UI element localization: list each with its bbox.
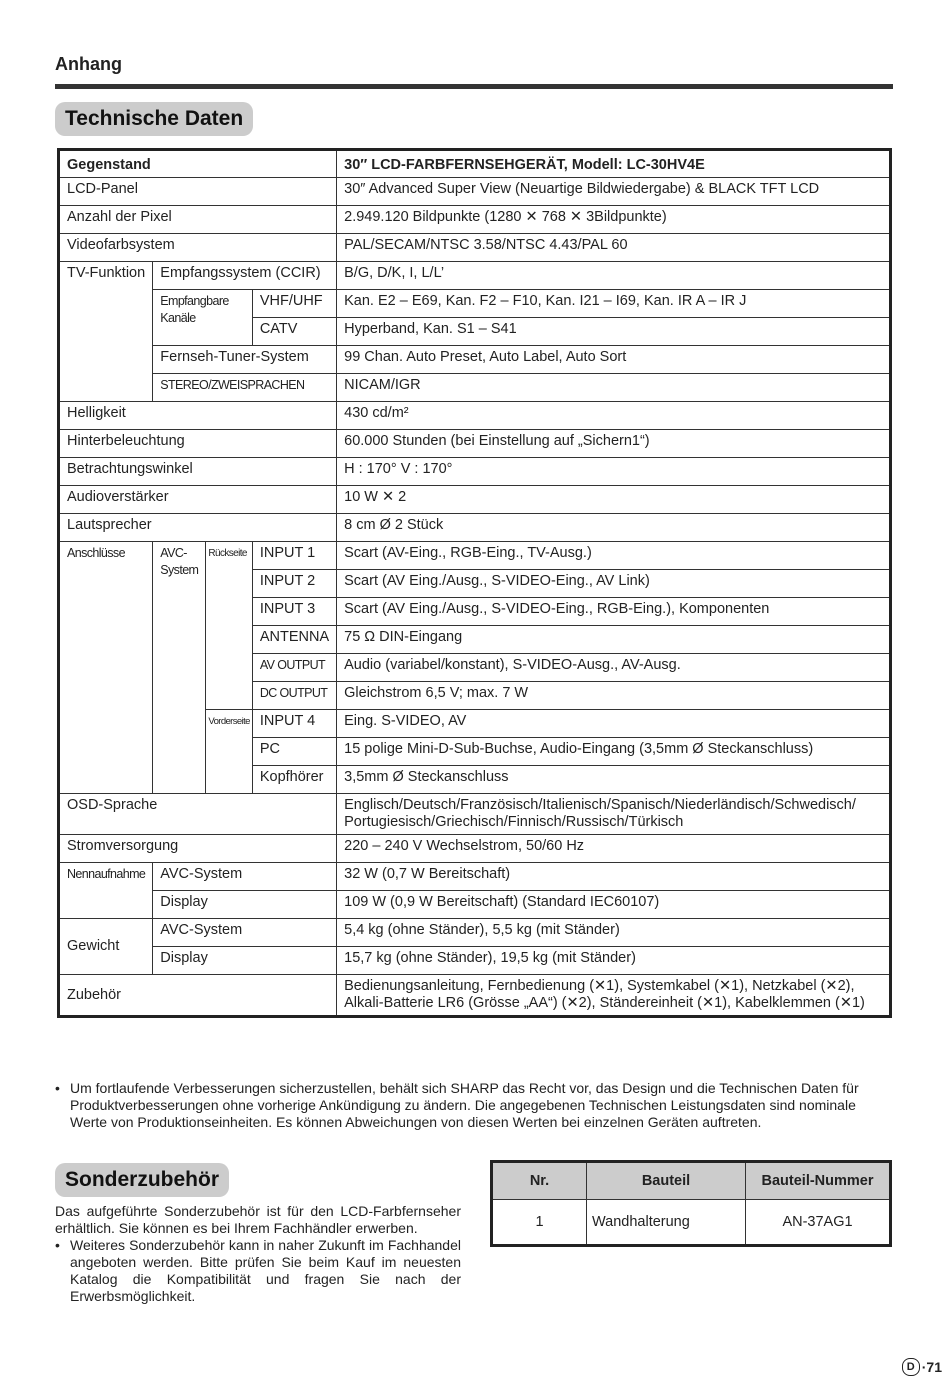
table-cell: INPUT 2 (252, 570, 336, 598)
table-row (59, 975, 891, 1017)
table-cell: NICAM/IGR (337, 374, 891, 402)
table-row (59, 947, 891, 975)
section-label: Anhang (55, 54, 122, 74)
table-cell: Kan. E2 – E69, Kan. F2 – F10, Kan. I21 – I69, Kan. IR A – IR J (337, 290, 891, 318)
table-cell: Display (153, 891, 337, 919)
table-header-row (492, 1162, 891, 1200)
language-badge: D (902, 1358, 920, 1376)
table-cell: PAL/SECAM/NTSC 3.58/NTSC 4.43/PAL 60 (337, 234, 891, 262)
table-cell: 8 cm Ø 2 Stück (337, 514, 891, 542)
table-cell: Bedienungsanleitung, Fernbedienung (✕1), Systemkabel (✕1), Netzkabel (✕2), Alkali-Batterie LR6 (Grösse „AA“) (✕2), Ständereinheit (✕1), Kabelklemmen (✕1) (337, 975, 891, 1017)
table-cell: 15 polige Mini-D-Sub-Buchse, Audio-Eingang (3,5mm Ø Steckanschluss) (337, 738, 891, 766)
table-cell: Englisch/Deutsch/Französisch/Italienisch/Spanisch/Niederländisch/Schwedisch/ Portugiesisch/Griechisch/Finnisch/Russisch/Türkisch (337, 794, 891, 835)
table-row (492, 1200, 891, 1246)
accessories-title: Sonderzubehör (55, 1163, 229, 1197)
table-cell: Lautsprecher (59, 514, 337, 542)
table-row (59, 178, 891, 206)
table-cell: Display (153, 947, 337, 975)
table-cell: AVC-System (153, 919, 337, 947)
column-header: Nr. (492, 1162, 587, 1200)
table-cell: Gewicht (59, 919, 153, 975)
table-cell: INPUT 1 (252, 542, 336, 570)
table-cell: Gleichstrom 6,5 V; max. 7 W (337, 682, 891, 710)
column-header: Bauteil (587, 1162, 746, 1200)
accessories-paragraph: Das aufgeführte Sonderzubehör ist für den LCD-Farbfernseher erhältlich. Sie können es bei Ihrem Fachhändler erwerben. (55, 1203, 461, 1236)
accessories-description (55, 1203, 461, 1305)
table-cell: INPUT 4 (252, 710, 336, 738)
table-row (59, 234, 891, 262)
table-cell: AN-37AG1 (746, 1200, 891, 1246)
table-row (59, 891, 891, 919)
table-cell: INPUT 3 (252, 598, 336, 626)
table-cell: 32 W (0,7 W Bereitschaft) (337, 863, 891, 891)
table-cell: Stromversorgung (59, 835, 337, 863)
table-cell: Audioverstärker (59, 486, 337, 514)
table-cell: AVC-System (153, 863, 337, 891)
table-header-row (59, 150, 891, 178)
table-row (59, 542, 891, 570)
table-cell: Betrachtungswinkel (59, 458, 337, 486)
accessories-bullet: Weiteres Sonderzubehör kann in naher Zukunft im Fachhandel angeboten werden. Bitte prüfen Sie beim Kauf im neuesten Katalog die Kompatibilität und fragen Sie nach der Erwerbsmöglichkeit. (70, 1237, 461, 1304)
header-rule (55, 84, 893, 89)
page-number-value: 71 (926, 1359, 942, 1375)
table-cell: 1 (492, 1200, 587, 1246)
table-cell: Scart (AV Eing./Ausg., S-VIDEO-Eing., AV Link) (337, 570, 891, 598)
table-cell: Empfangbare Kanäle (153, 290, 253, 346)
table-cell: AV OUTPUT (252, 654, 336, 682)
table-cell: 30″ LCD-FARBFERNSEHGERÄT, Modell: LC-30HV4E (337, 150, 891, 178)
spec-table (57, 148, 892, 1018)
parts-table (490, 1160, 892, 1247)
table-cell: 220 – 240 V Wechselstrom, 50/60 Hz (337, 835, 891, 863)
table-cell: Zubehör (59, 975, 337, 1017)
table-row (59, 346, 891, 374)
table-row (59, 919, 891, 947)
table-row (59, 863, 891, 891)
table-cell: 60.000 Stunden (bei Einstellung auf „Sichern1“) (337, 430, 891, 458)
table-cell: Gegenstand (59, 150, 337, 178)
table-cell: LCD-Panel (59, 178, 337, 206)
table-cell: STEREO/ZWEISPRACHEN (153, 374, 337, 402)
table-cell: PC (252, 738, 336, 766)
table-cell: Audio (variabel/konstant), S-VIDEO-Ausg., AV-Ausg. (337, 654, 891, 682)
table-cell: Wandhalterung (587, 1200, 746, 1246)
table-cell: OSD-Sprache (59, 794, 337, 835)
table-cell: B/G, D/K, I, L/L’ (337, 262, 891, 290)
table-cell: 5,4 kg (ohne Ständer), 5,5 kg (mit Ständer) (337, 919, 891, 947)
table-cell: H : 170° V : 170° (337, 458, 891, 486)
note-text: Um fortlaufende Verbesserungen sicherzustellen, behält sich SHARP das Recht vor, das Design und die Technischen Daten für Produktverbesserungen ohne vorherige Ankündigung zu ändern. Die angegebenen Technischen Leistungsdaten sind nominale Werte von Produktionseinheiten. Es können Abweichungen von diesen Werten bei einzelnen Geräten auftreten. (70, 1080, 859, 1130)
table-cell: Rückseite (206, 542, 252, 710)
table-cell: 2.949.120 Bildpunkte (1280 ✕ 768 ✕ 3Bildpunkte) (337, 206, 891, 234)
table-cell: Eing. S-VIDEO, AV (337, 710, 891, 738)
table-cell: CATV (252, 318, 336, 346)
table-cell: 30″ Advanced Super View (Neuartige Bildwiedergabe) & BLACK TFT LCD (337, 178, 891, 206)
table-cell: TV-Funktion (59, 262, 153, 402)
table-cell: Empfangssystem (CCIR) (153, 262, 337, 290)
table-cell: 3,5mm Ø Steckanschluss (337, 766, 891, 794)
table-cell: 430 cd/m² (337, 402, 891, 430)
table-cell: Kopfhörer (252, 766, 336, 794)
bullet-icon: • (55, 1237, 60, 1253)
table-cell: Hinterbeleuchtung (59, 430, 337, 458)
table-row (59, 206, 891, 234)
table-cell: VHF/UHF (252, 290, 336, 318)
table-cell: Fernseh-Tuner-System (153, 346, 337, 374)
column-header: Bauteil-Nummer (746, 1162, 891, 1200)
table-cell: AVC-System (153, 542, 206, 794)
table-row (59, 430, 891, 458)
table-cell: Helligkeit (59, 402, 337, 430)
table-row (59, 374, 891, 402)
table-row (59, 514, 891, 542)
table-row (59, 794, 891, 835)
table-row (59, 290, 891, 318)
table-cell: Nennaufnahme (59, 863, 153, 919)
table-row (59, 402, 891, 430)
page-title: Technische Daten (55, 102, 253, 136)
page-number (902, 1358, 942, 1376)
table-cell: Vorderseite (206, 710, 252, 794)
table-cell: Hyperband, Kan. S1 – S41 (337, 318, 891, 346)
table-cell: 10 W ✕ 2 (337, 486, 891, 514)
table-cell: 99 Chan. Auto Preset, Auto Label, Auto Sort (337, 346, 891, 374)
table-cell: Scart (AV-Eing., RGB-Eing., TV-Ausg.) (337, 542, 891, 570)
table-cell: Anschlüsse (59, 542, 153, 794)
table-cell: Videofarbsystem (59, 234, 337, 262)
table-cell: Scart (AV Eing./Ausg., S-VIDEO-Eing., RGB-Eing.), Komponenten (337, 598, 891, 626)
bullet-icon: • (55, 1080, 60, 1096)
table-row (59, 458, 891, 486)
table-cell: 109 W (0,9 W Bereitschaft) (Standard IEC60107) (337, 891, 891, 919)
specification-note (55, 1080, 893, 1131)
table-cell: Anzahl der Pixel (59, 206, 337, 234)
table-row (59, 835, 891, 863)
table-row (59, 262, 891, 290)
table-cell: DC OUTPUT (252, 682, 336, 710)
page-separator: · (921, 1359, 927, 1375)
table-cell: 15,7 kg (ohne Ständer), 19,5 kg (mit Ständer) (337, 947, 891, 975)
table-cell: 75 Ω DIN-Eingang (337, 626, 891, 654)
table-row (59, 486, 891, 514)
table-cell: ANTENNA (252, 626, 336, 654)
